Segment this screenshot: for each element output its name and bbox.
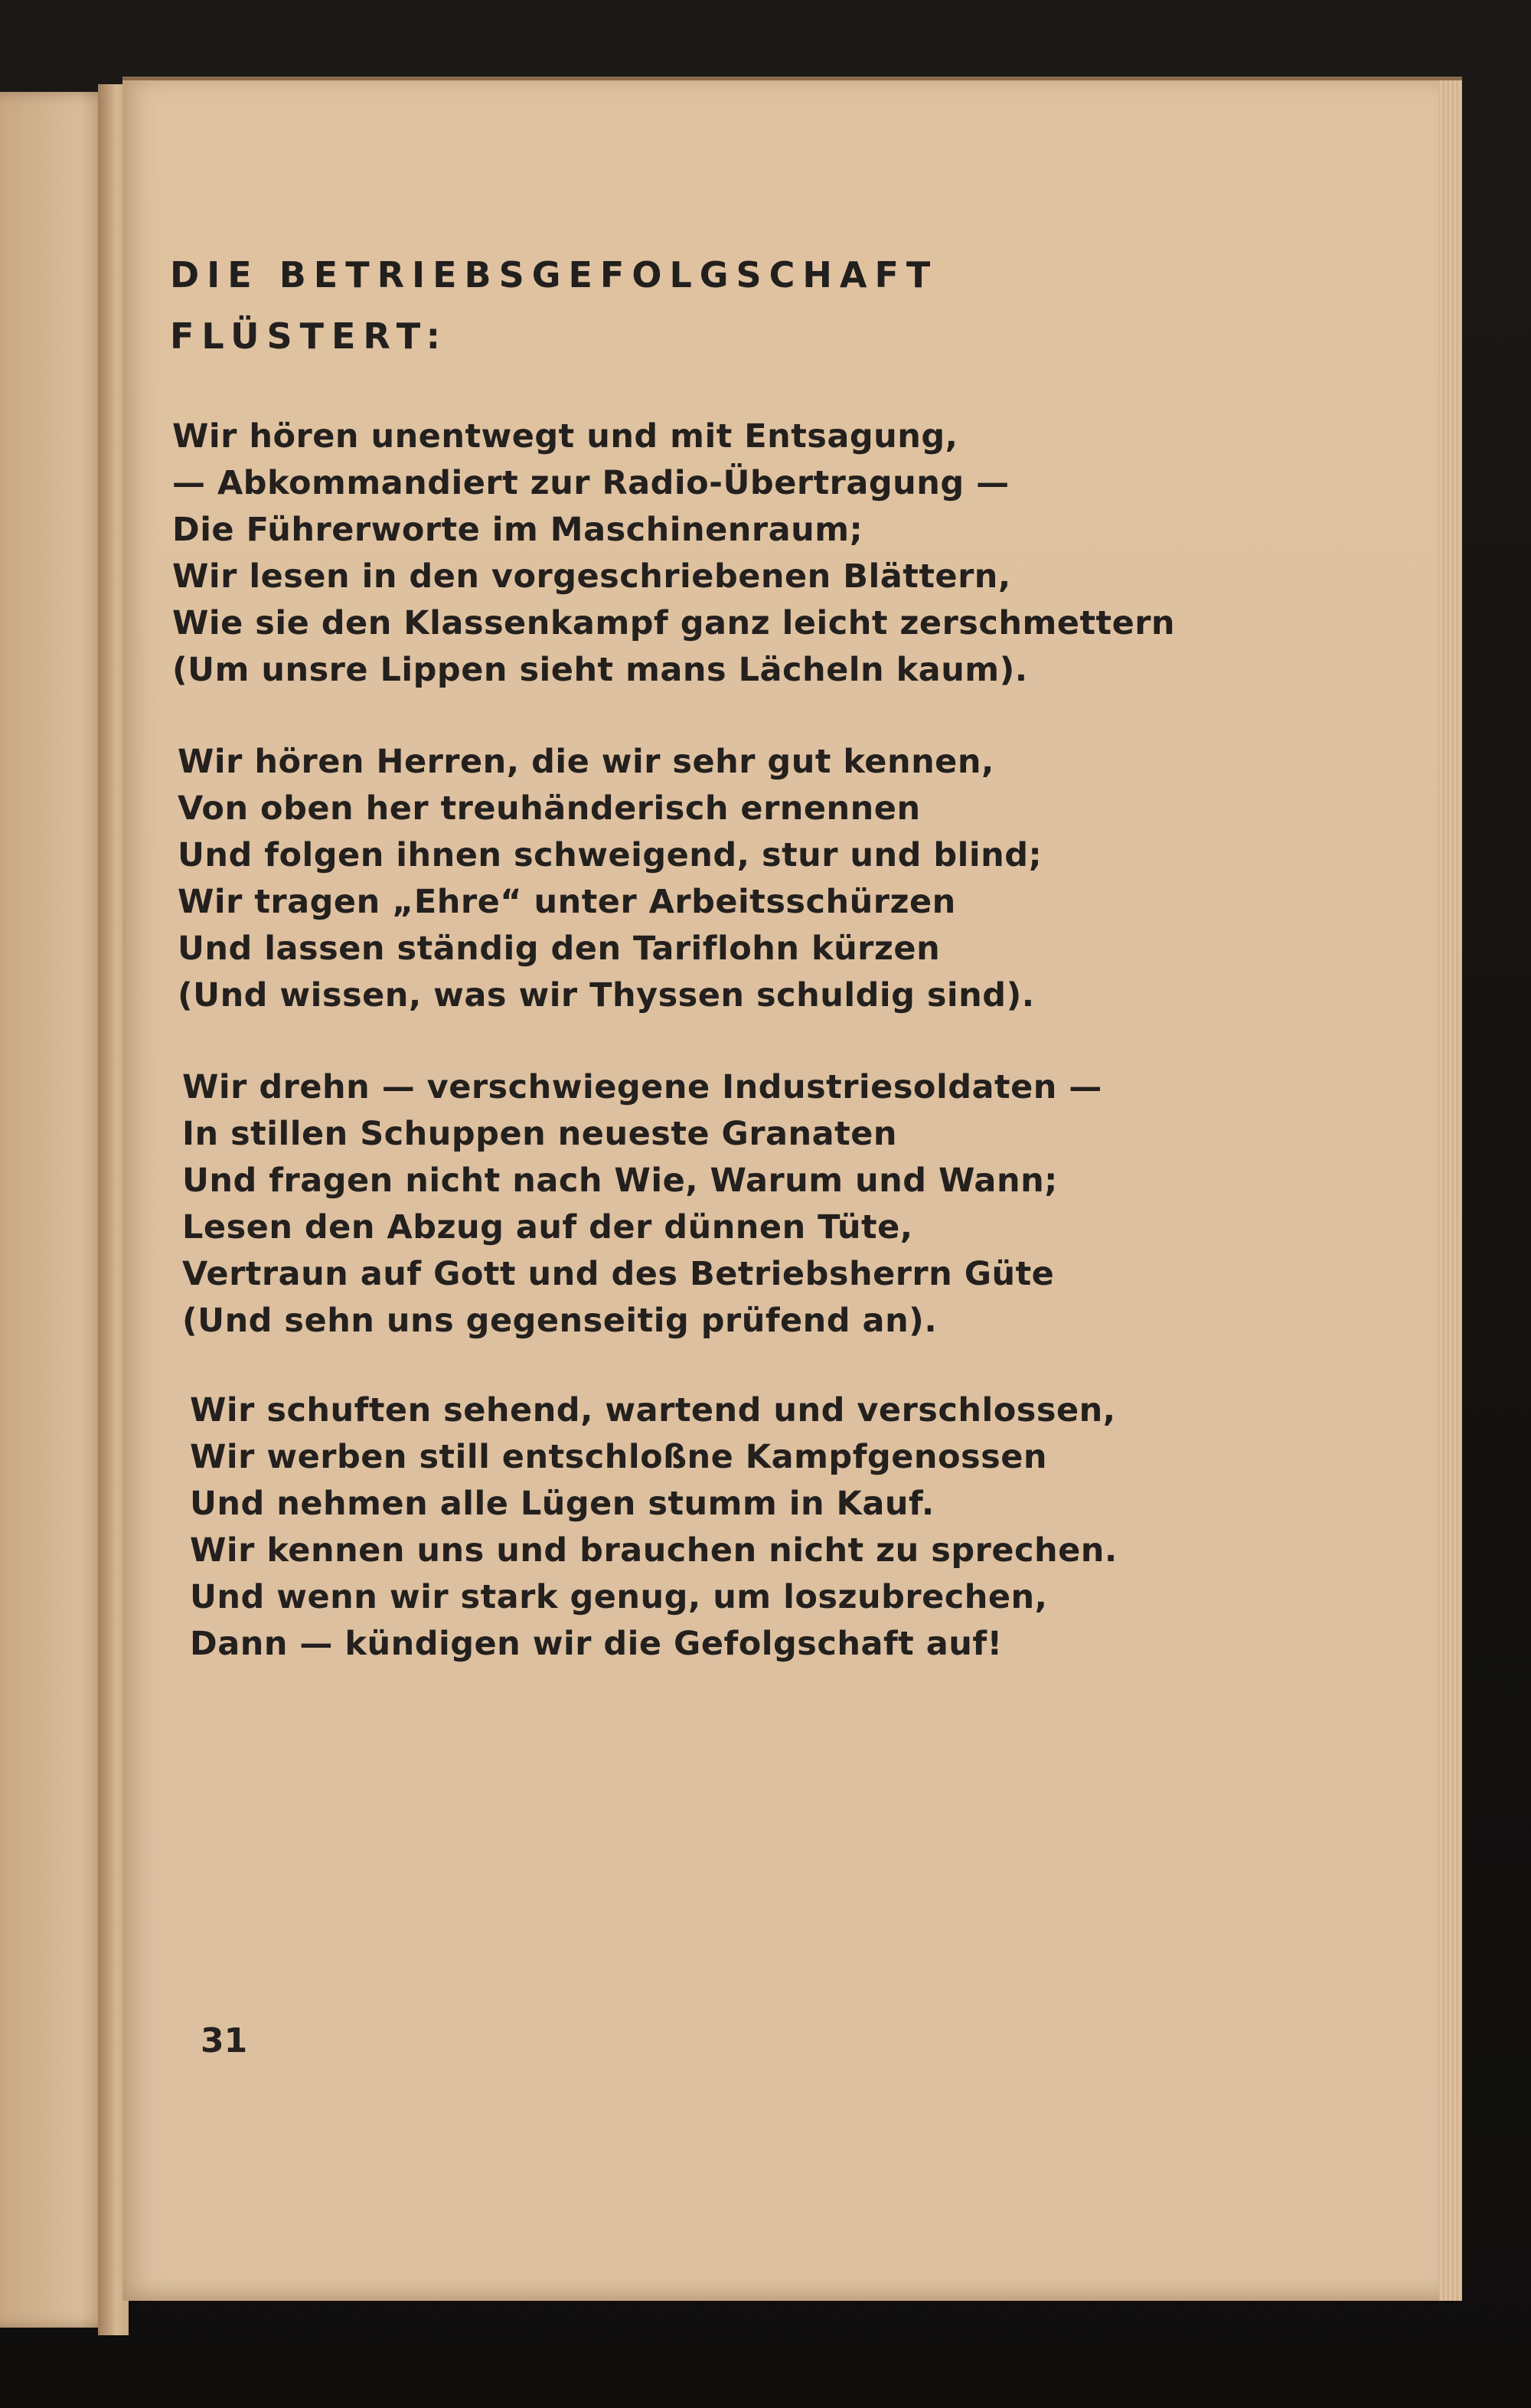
poem-line: Wir hören unentwegt und mit Entsagung,	[172, 417, 958, 456]
poem-line: In stillen Schuppen neueste Granaten	[182, 1115, 897, 1153]
stanza-4	[190, 1387, 1118, 1668]
poem-line: Und wenn wir stark genug, um loszubrechen,	[190, 1578, 1048, 1616]
poem-line: Die Führerworte im Maschinenraum;	[172, 511, 863, 549]
poem-line: (Und sehn uns gegenseitig prüfend an).	[182, 1302, 938, 1340]
poem-line: Und folgen ihnen schweigend, stur und blind;	[178, 836, 1043, 874]
poem-line: Wir lesen in den vorgeschriebenen Blättern,	[172, 557, 1011, 596]
poem-line: Wir hören Herren, die wir sehr gut kennen,	[178, 743, 994, 781]
stanza-2	[178, 739, 1042, 1019]
page-stack-edge	[1439, 80, 1462, 2301]
stanza-1	[172, 413, 1175, 694]
poem-line: (Um unsre Lippen sieht mans Lächeln kaum).	[172, 651, 1028, 689]
poem-line: Wir schuften sehend, wartend und verschlossen,	[190, 1391, 1116, 1429]
stanza-3	[182, 1064, 1102, 1344]
poem-line: Von oben her treuhänderisch ernennen	[178, 789, 921, 828]
poem-line: Vertraun auf Gott und des Betriebsherrn Güte	[182, 1255, 1055, 1293]
poem-line: Wir werben still entschloßne Kampfgenossen	[190, 1438, 1047, 1476]
poem-line: Wie sie den Klassenkampf ganz leicht zerschmettern	[172, 604, 1176, 642]
poem-line: (Und wissen, was wir Thyssen schuldig sind).	[178, 976, 1035, 1014]
poem-title-line-1: DIE BETRIEBSGEFOLGSCHAFT	[170, 254, 939, 296]
poem-title-line-2: FLÜSTERT:	[170, 315, 448, 357]
poem-line: Lesen den Abzug auf der dünnen Tüte,	[182, 1208, 913, 1246]
poem-line: Wir drehn — verschwiegene Industriesoldaten —	[182, 1068, 1102, 1106]
poem-line: Und fragen nicht nach Wie, Warum und Wann;	[182, 1162, 1058, 1200]
poem-line: Wir tragen „Ehre“ unter Arbeitsschürzen	[178, 883, 956, 921]
poem-line: Dann — kündigen wir die Gefolgschaft auf!	[190, 1625, 1003, 1663]
poem-line: Und lassen ständig den Tariflohn kürzen	[178, 930, 941, 968]
poem-line: Und nehmen alle Lügen stumm in Kauf.	[190, 1485, 935, 1523]
page-number: 31	[201, 2021, 248, 2060]
poem-line: — Abkommandiert zur Radio-Übertragung —	[172, 464, 1010, 502]
poem-line: Wir kennen uns und brauchen nicht zu sprechen.	[190, 1531, 1118, 1570]
